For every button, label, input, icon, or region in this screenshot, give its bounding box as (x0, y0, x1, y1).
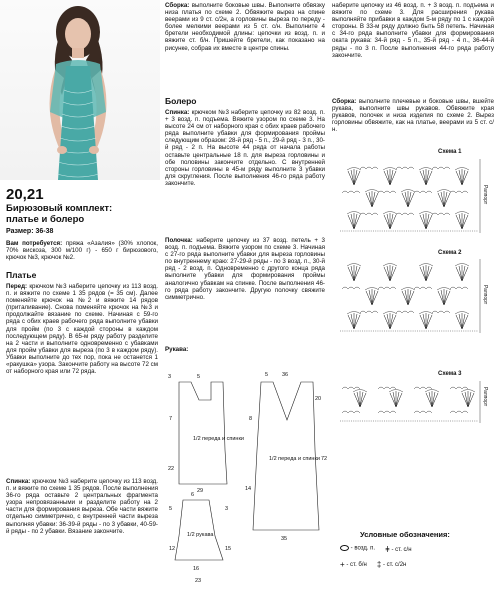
size-info: Размер: 36-38 (6, 228, 54, 235)
dim-label: 5 (197, 374, 201, 380)
dim-label: 3 (168, 374, 172, 380)
dim-label: 5 (265, 372, 269, 378)
double-crochet-icon: ǂ (385, 545, 390, 554)
scheme-1-label: Схема 1 (438, 149, 462, 155)
dim-label: 3 (225, 506, 229, 512)
dim-label: 15 (225, 546, 232, 552)
dim-label: 6 (191, 492, 195, 498)
scheme-2-rapport: Раппорт (482, 285, 488, 305)
legend (340, 545, 495, 569)
bolero-back-block (165, 109, 325, 187)
bolero-back-label: Спинка: (165, 109, 190, 116)
bolero-sleeve-label: Рукава: (165, 346, 189, 353)
bolero-front-block (165, 237, 325, 301)
legend-item (340, 560, 367, 569)
scheme-2-label: Схема 2 (438, 250, 462, 256)
dim-label: 12 (169, 546, 176, 552)
scheme-2-chart (340, 259, 480, 333)
dress-assembly-label: Сборка: (165, 2, 190, 9)
bolero-back-text: крючком №3 наберите цепочку из 82 возд. п. + 3 возд. п. подъема. Вяжите узором по схеме 3. На высоте 24 см от наборного края с обих краев рабочего ряда выполните убавки для формирования проймы следующим образом: 28-й ряд - 5 п., 29-й ряд - 3 п., 30-й ряд - 2 п. На высоте 44 ряда от начала работы оставьте центральные 18 п. для выреза горловины и обе половины закончите отдельно. С внутренней стороны горловины в 45-м ряду выполните 3 убавки для скругления. После выполнения 46-го ряда работу закончите. (165, 109, 325, 187)
dress-back-text: крючком №3 наберите цепочку из 113 возд. п. и вяжите по схеме 1 35 рядов. После выполнения 36-го ряда оставьте 2 центральных фрагмента узора непровязанными и разделите работу на 2 части для формирования выреза. Обе части вяжите отдельно симметрично, с внутренней части выреза выполняя убавки: 36-39-й ряды - по 3 убавки, 40-59-й ряды - по 2 убавки. Вязание закончите. (6, 478, 158, 535)
dress-piece-label-2: 1/2 переда и спинки (269, 456, 320, 462)
legend-item-label: - ст. с/2н (382, 562, 407, 569)
bolero-assembly-block (332, 98, 494, 133)
bolero-sleeve-intro (165, 346, 325, 353)
scheme-3-chart (340, 381, 480, 423)
dress-back-label: Спинка: (6, 478, 31, 485)
scheme-1-rapport: Раппорт (482, 185, 488, 205)
dim-label: 23 (195, 578, 202, 584)
dim-label: 8 (249, 416, 253, 422)
scheme-1-chart (340, 159, 480, 233)
legend-item (377, 560, 407, 569)
dim-label: 36 (282, 372, 289, 378)
legend-title: Условные обозначения: (360, 530, 450, 539)
dim-label: 16 (193, 566, 200, 572)
dim-label: 29 (197, 488, 204, 494)
pattern-title-line2: платье и болеро (6, 214, 85, 225)
bolero-heading: Болеро (165, 96, 197, 106)
legend-item (340, 545, 375, 554)
sleeve-piece-label: 1/2 рукава (187, 532, 214, 538)
dim-label: 5 (169, 506, 173, 512)
woman-figure-image (0, 0, 160, 180)
bolero-sleeve-text: наберите цепочку из 46 возд. п. + 3 возд. п. подъема и вяжите по схеме 3. Для расширения рукава выполняйте прибавки в каждом 5-м ряду по 1 с каждой стороны. В 33-м ряду должно быть 58 петель. Начиная с 34-го ряда выполните убавки для формирования оката рукава: 34-й ряд - 5 п., 35-й ряд - 4 п., 36-44-й ряды - по 3 п. После выполнения 44-го ряда работу закончите. (332, 2, 494, 59)
chain-stitch-icon (340, 545, 349, 551)
dress-assembly-text: выполните боковые швы. Выполните обвязку низа платья по схеме 2. Обвяжите вырез на спине веерами из 9 ст. с/2н, а горловины выреза по переду - более мелкими веерами из 5 ст. с/н. Выполните 4 бретели необходимой длины: цепочки из возд. п. и вяжите ст. б/н. Пришейте бретели, как показано на рисунке, собрав их вместе в центре спины. (165, 2, 325, 52)
dress-piece-outline (179, 382, 227, 484)
dress-heading: Платье (6, 270, 37, 280)
dim-label: 20 (315, 396, 322, 402)
treble-crochet-icon: ‡ (376, 560, 382, 569)
bolero-front-text: наберите цепочку из 37 возд. петель + 3 возд. п. подъема. Вяжите узором по схеме 3. Начиная с 27-го ряда выполните убавки для выреза горловины по внутреннему краю: 27-29-й ряды - по 3 возд. п., 30-й ряд - 2 возд. п. Одновременно с другого конца ряда выполните убавки для формирования проймы аналогично убавкам на спинке. После выполнения 46-го ряда работу закончите. Другую полочку свяжите симметрично. (165, 237, 325, 301)
dress-back-block (6, 478, 158, 535)
legend-item-label: - ст. с/н (391, 547, 412, 554)
dim-label: 35 (281, 536, 288, 542)
pattern-title (6, 203, 156, 225)
materials-block (6, 240, 158, 261)
dim-label: 7 (169, 416, 173, 422)
legend-item (385, 545, 411, 554)
model-photo (0, 0, 160, 180)
dim-label: 72 (321, 456, 328, 462)
dress-front-label: Перед: (6, 283, 28, 290)
scheme-3-label: Схема 3 (438, 371, 462, 377)
bolero-sleeve-block (332, 2, 494, 59)
pattern-title-line1: Бирюзовый комплект: (6, 203, 113, 214)
bolero-assembly-text: выполните плечевые и боковые швы, вшейте рукава, выполните швы рукавов. Обвяжите края рукавов, полочек и низа изделия по схеме 2. Вырез горловины обвяжите, как на платье, веерами из 5 ст. с/н. (332, 98, 494, 134)
dress-front-block (6, 283, 158, 375)
sleeve-outline (175, 500, 223, 560)
bolero-assembly-label: Сборка: (332, 98, 357, 105)
materials-label: Вам потребуется: (6, 240, 63, 247)
materials-text: пряжа «Азалия» (30% хлопок, 70% вискоза, 300 м/100 г) - 650 г бирюзового, крючок №3, крючок №2. (6, 240, 158, 262)
pattern-diagrams (165, 360, 330, 594)
legend-item-label: - возд. п. (350, 545, 376, 552)
single-crochet-icon: + (340, 560, 345, 569)
dress-piece-label: 1/2 переда и спинки (193, 436, 244, 442)
scheme-3-rapport: Раппорт (482, 387, 488, 407)
pattern-number: 20,21 (6, 186, 44, 203)
dim-label: 14 (245, 486, 252, 492)
dress-assembly-block (165, 2, 325, 52)
dim-label: 22 (168, 466, 175, 472)
legend-item-label: - ст. б/н (346, 562, 367, 569)
bolero-front-label: Полочка: (165, 237, 193, 244)
dress-front-text: крючком №3 наберите цепочку из 113 возд. п. и вяжите по схеме 1 35 рядов (= 35 см). Далее поменяйте крючок на №2 и вяжите 14 рядов (приталивание). Снова поменяйте крючок на №3 и продолжайте вязание по схеме. Начиная с 59-го ряда с обих краев рабочего ряда выполните убавки для пройм (по 3 с каждой стороны в каждом последующем ряду). В 65-м ряду работу разделите на 2 части и выполните одновременно с убавками для пройм убавки для выреза (по 3 в каждом ряду). Убавки выполните до тех пор, пока не останется 1 «ракушка» узора. Закончите работу на высоте 72 см от наборного края или 72 ряда. (6, 283, 158, 376)
crochet-schemes (330, 149, 500, 455)
